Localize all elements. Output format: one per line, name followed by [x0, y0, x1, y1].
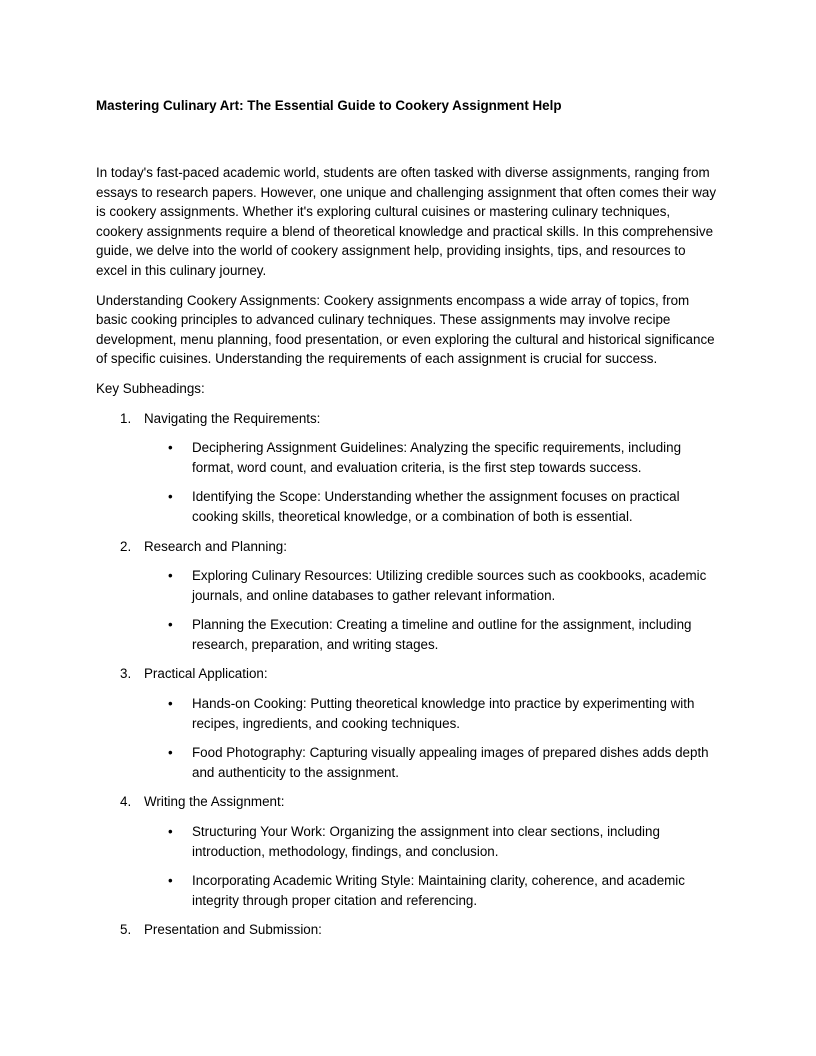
- section-number: 1.: [120, 410, 132, 426]
- bullet-list: [96, 438, 720, 526]
- bullet-item: [96, 743, 720, 782]
- section-item: [96, 537, 720, 655]
- subheadings-label: Key Subheadings:: [96, 380, 205, 396]
- bullet-text: Hands-on Cooking: Putting theoretical knowledge into practice by experimenting with recipes, ingredients, and cooking techniques.: [192, 696, 695, 731]
- bullet-item: [96, 615, 720, 654]
- section-item: [96, 792, 720, 910]
- document-title: Mastering Culinary Art: The Essential Guide to Cookery Assignment Help: [96, 98, 562, 113]
- bullet-item: [96, 822, 720, 861]
- section-item: [96, 920, 720, 940]
- bullet-text: Structuring Your Work: Organizing the assignment into clear sections, including introduction, methodology, findings, and conclusion.: [192, 824, 660, 859]
- bullet-text: Deciphering Assignment Guidelines: Analyzing the specific requirements, including format, word count, and evaluation criteria, is the first step towards success.: [192, 440, 682, 475]
- bullet-item: [96, 694, 720, 733]
- bullet-item: [96, 566, 720, 605]
- bullet-icon: •: [168, 489, 173, 505]
- section-number: 3.: [120, 666, 132, 682]
- bullet-text: Food Photography: Capturing visually appealing images of prepared dishes adds depth and authenticity to the assignment.: [192, 745, 709, 780]
- bullet-item: [96, 438, 720, 477]
- bullet-icon: •: [168, 440, 173, 456]
- section-number: 5.: [120, 922, 132, 938]
- bullet-icon: •: [168, 873, 173, 889]
- bullet-list: [96, 566, 720, 654]
- section-number: 2.: [120, 538, 132, 554]
- bullet-list: [96, 694, 720, 782]
- bullet-item: [96, 871, 720, 910]
- section-title: Research and Planning:: [144, 538, 287, 554]
- bullet-icon: •: [168, 696, 173, 712]
- subheading-list: [96, 409, 720, 940]
- bullet-text: Incorporating Academic Writing Style: Maintaining clarity, coherence, and academic integrity through proper citation and referencing.: [192, 873, 685, 908]
- bullet-icon: •: [168, 568, 173, 584]
- document-page: [96, 96, 720, 950]
- understanding-paragraph: Understanding Cookery Assignments: Cookery assignments encompass a wide array of topics, from basic cooking principles to advanced culinary techniques. These assignments may involve recipe development, menu planning, food presentation, or even exploring the cultural and historical significance of specific cuisines. Understanding the requirements of each assignment is crucial for success.: [96, 292, 715, 367]
- section-title: Writing the Assignment:: [144, 794, 285, 810]
- bullet-list: [96, 822, 720, 910]
- section-title: Presentation and Submission:: [144, 922, 322, 938]
- section-item: [96, 664, 720, 782]
- bullet-item: [96, 487, 720, 526]
- bullet-text: Exploring Culinary Resources: Utilizing credible sources such as cookbooks, academic journals, and online databases to gather relevant information.: [192, 568, 707, 603]
- bullet-text: Identifying the Scope: Understanding whether the assignment focuses on practical cooking skills, theoretical knowledge, or a combination of both is essential.: [192, 489, 680, 524]
- bullet-text: Planning the Execution: Creating a timeline and outline for the assignment, including research, preparation, and writing stages.: [192, 617, 692, 652]
- bullet-icon: •: [168, 617, 173, 633]
- section-item: [96, 409, 720, 527]
- section-number: 4.: [120, 794, 132, 810]
- bullet-icon: •: [168, 824, 173, 840]
- intro-paragraph: In today's fast-paced academic world, students are often tasked with diverse assignments, ranging from essays to research papers. However, one unique and challenging assignment that often comes their way is cookery assignments. Whether it's exploring cultural cuisines or mastering culinary techniques, cookery assignments require a blend of theoretical knowledge and practical skills. In this comprehensive guide, we delve into the world of cookery assignment help, providing insights, tips, and resources to excel in this culinary journey.: [96, 165, 717, 278]
- section-title: Navigating the Requirements:: [144, 410, 321, 426]
- section-title: Practical Application:: [144, 666, 268, 682]
- bullet-icon: •: [168, 745, 173, 761]
